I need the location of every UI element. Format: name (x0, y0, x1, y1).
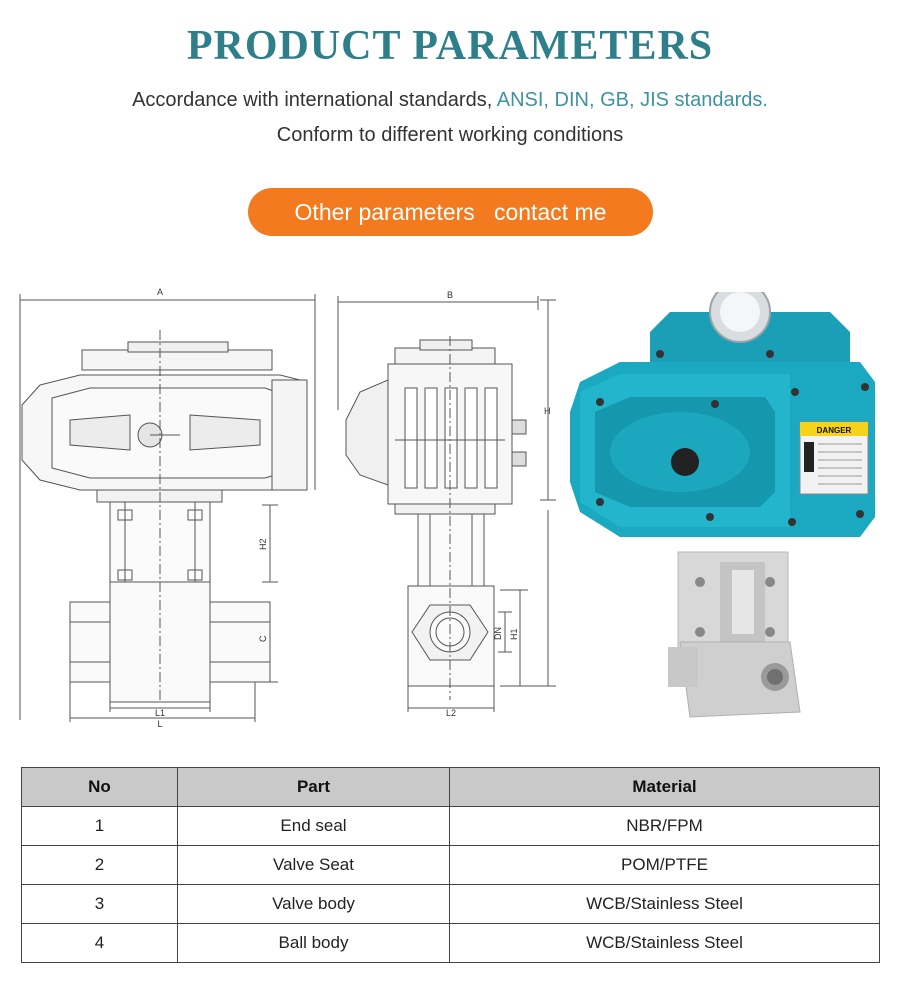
cell-material: NBR/FPM (450, 807, 880, 846)
cell-part: Ball body (178, 924, 450, 963)
dim-b-label: B (446, 290, 454, 300)
cell-part: Valve Seat (178, 846, 450, 885)
cell-part: End seal (178, 807, 450, 846)
cell-material: POM/PTFE (450, 846, 880, 885)
header-part: Part (178, 768, 450, 807)
table-header-row (22, 768, 880, 807)
dim-a-label: A (156, 287, 164, 297)
parameters-table (21, 767, 880, 963)
cell-material: WCB/Stainless Steel (450, 885, 880, 924)
dim-l1-label: L1 (154, 708, 166, 718)
standards-highlight: ANSI, DIN, GB, JIS standards. (496, 89, 768, 111)
dim-l2-label: L2 (445, 708, 457, 718)
dim-h1-label: H1 (509, 628, 519, 640)
dim-h2-label: H2 (258, 538, 268, 550)
contact-me-button[interactable]: Other parameters contact me (248, 188, 653, 236)
dim-dn-label: DN (493, 627, 503, 640)
cell-material: WCB/Stainless Steel (450, 924, 880, 963)
cell-no: 1 (22, 807, 178, 846)
dim-c-label: C (258, 635, 268, 642)
cell-no: 4 (22, 924, 178, 963)
table-row (22, 846, 880, 885)
standards-line (0, 89, 900, 112)
header-material: Material (450, 768, 880, 807)
conditions-line: Conform to different working conditions (276, 124, 624, 146)
table-row (22, 885, 880, 924)
table-row (22, 924, 880, 963)
cell-no: 2 (22, 846, 178, 885)
danger-label-text: DANGER (816, 426, 852, 435)
header-no: No (22, 768, 178, 807)
dim-l-label: L (157, 719, 163, 729)
dimension-drawing (0, 280, 560, 730)
cell-part: Valve body (178, 885, 450, 924)
cell-no: 3 (22, 885, 178, 924)
standards-prefix: Accordance with international standards, (132, 89, 497, 111)
dim-h-label: H (544, 406, 551, 416)
page-title: PRODUCT PARAMETERS (186, 23, 714, 69)
valve-product-photo (560, 292, 890, 732)
table-row (22, 807, 880, 846)
